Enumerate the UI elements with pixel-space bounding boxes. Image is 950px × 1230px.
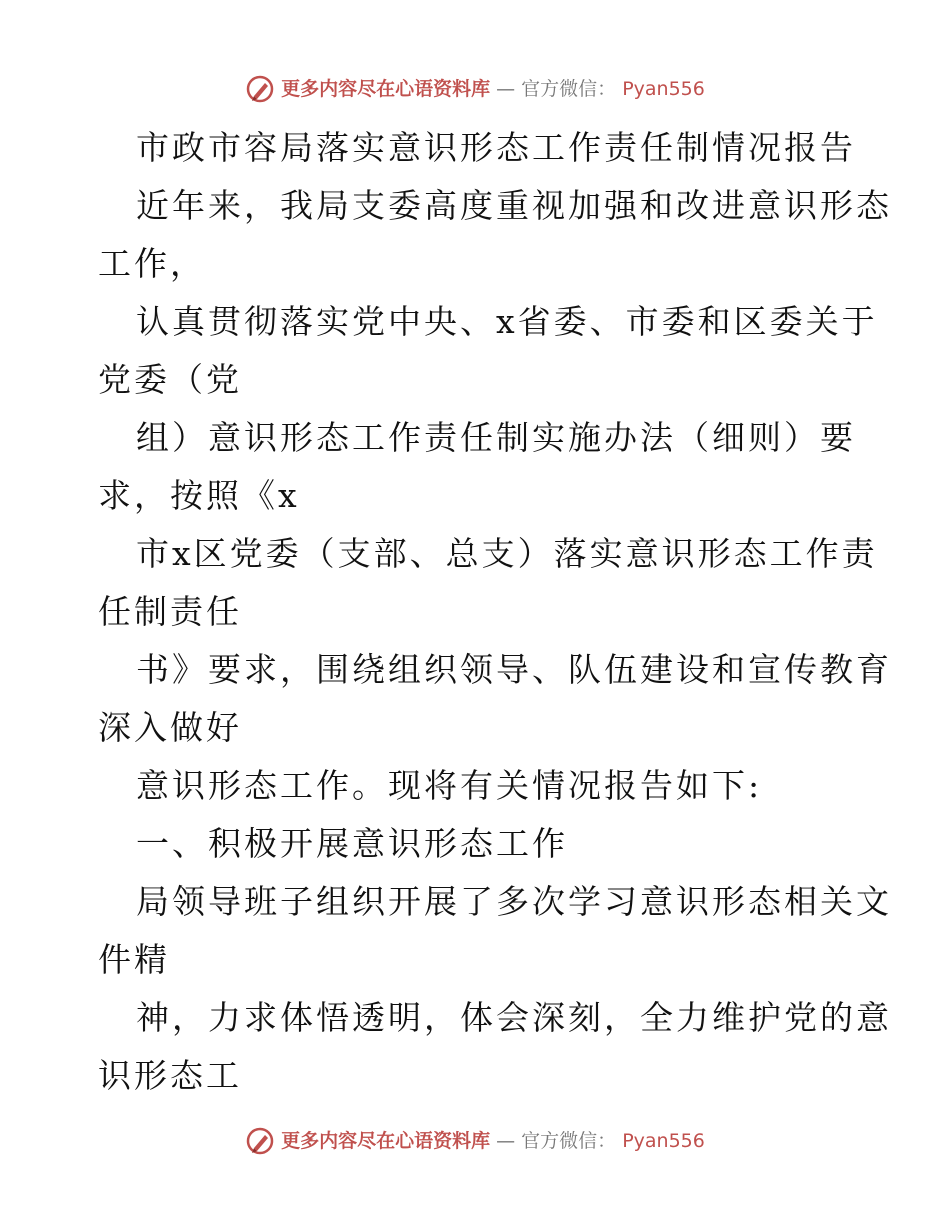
pen-logo-icon bbox=[245, 74, 275, 104]
pen-logo-icon bbox=[245, 1126, 275, 1156]
paragraph-line: 组）意识形态工作责任制实施办法（细则）要 bbox=[136, 418, 856, 457]
paragraph-line: 近年来，我局支委高度重视加强和改进意识形态 bbox=[136, 186, 892, 225]
footer-watermark bbox=[0, 1126, 950, 1156]
watermark-dash: — bbox=[496, 78, 516, 100]
watermark-label: 官方微信： bbox=[521, 78, 617, 100]
watermark-dash: — bbox=[496, 1130, 516, 1152]
paragraph-line: 件精 bbox=[98, 940, 170, 979]
paragraph-line: 市x区党委（支部、总支）落实意识形态工作责 bbox=[136, 534, 878, 573]
watermark-label: 官方微信： bbox=[521, 1130, 617, 1152]
paragraph-line: 党委（党 bbox=[98, 360, 242, 399]
paragraph-line: 认真贯彻落实党中央、x省委、市委和区委关于 bbox=[136, 302, 878, 341]
header-watermark bbox=[0, 74, 950, 104]
paragraph-line: 书》要求，围绕组织领导、队伍建设和宣传教育 bbox=[136, 650, 892, 689]
watermark-prefix: 更多内容尽在心语资料库 bbox=[281, 78, 491, 100]
paragraph-line: 识形态工 bbox=[98, 1056, 242, 1095]
paragraph-line: 深入做好 bbox=[98, 708, 242, 747]
paragraph-line: 意识形态工作。现将有关情况报告如下: bbox=[136, 766, 763, 805]
watermark-id: Pyan556 bbox=[622, 78, 705, 100]
paragraph-line: 工作， bbox=[98, 244, 206, 283]
paragraph-line: 任制责任 bbox=[98, 592, 242, 631]
paragraph-line: 局领导班子组织开展了多次学习意识形态相关文 bbox=[136, 882, 892, 921]
document-title: 市政市容局落实意识形态工作责任制情况报告 bbox=[136, 128, 856, 167]
section-heading: 一、积极开展意识形态工作 bbox=[136, 824, 568, 863]
paragraph-line: 求，按照《x bbox=[98, 476, 300, 515]
paragraph-line: 神，力求体悟透明，体会深刻，全力维护党的意 bbox=[136, 998, 892, 1037]
watermark-prefix: 更多内容尽在心语资料库 bbox=[281, 1130, 491, 1152]
watermark-id: Pyan556 bbox=[622, 1130, 705, 1152]
